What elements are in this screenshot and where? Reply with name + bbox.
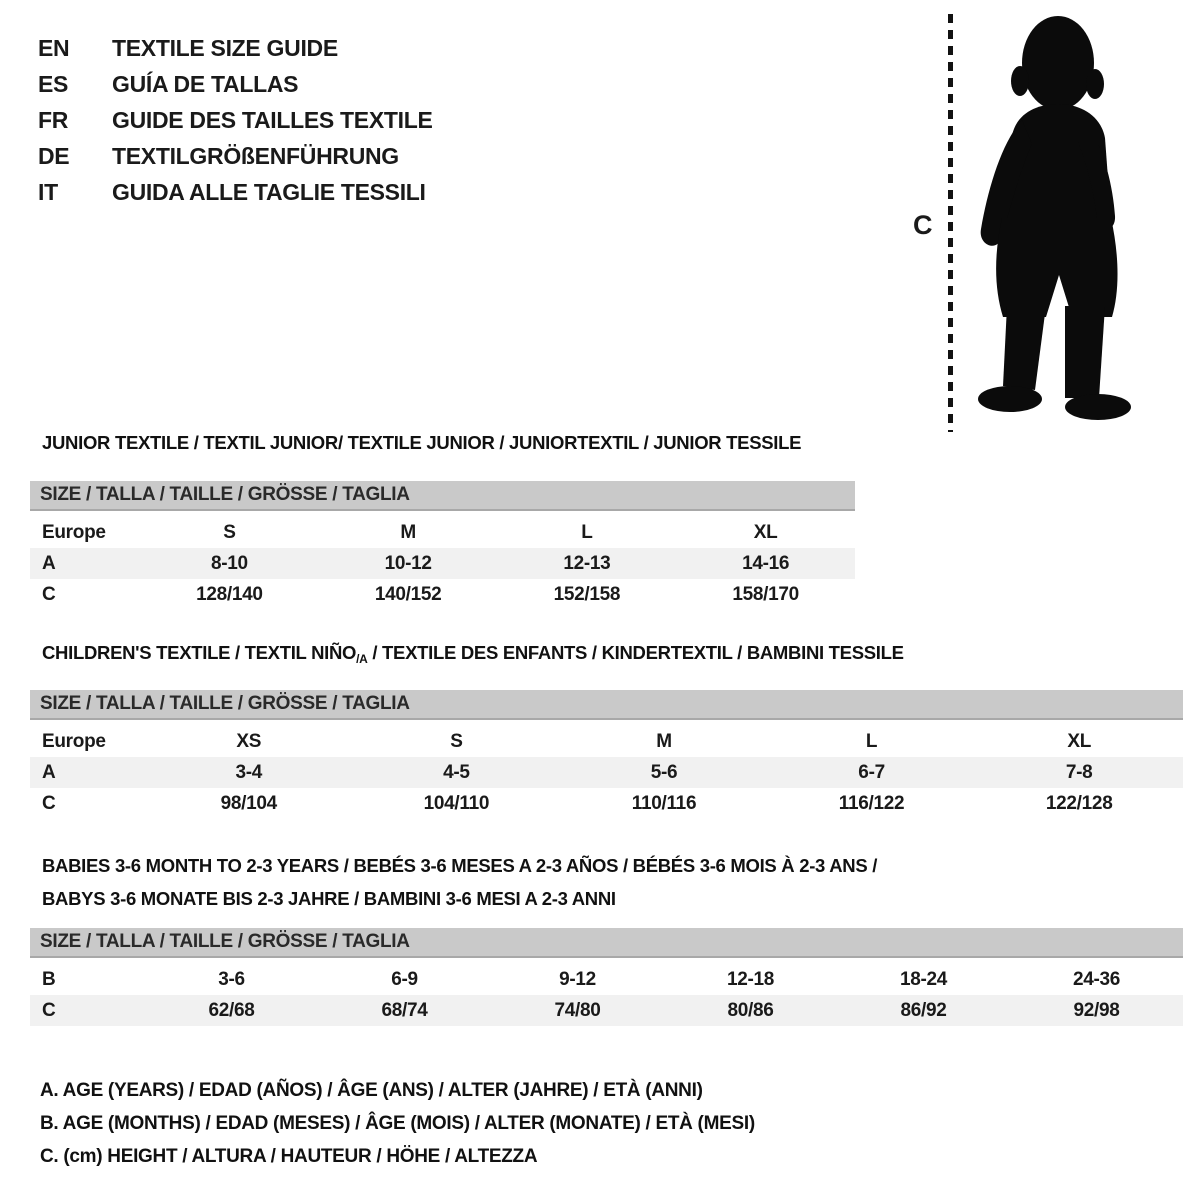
- section-title-babies-line2: BABYS 3-6 MONATE BIS 2-3 JAHRE / BAMBINI 3-6 MESI A 2-3 ANNI: [42, 888, 616, 909]
- table-cell: L: [865, 730, 878, 752]
- table-cell: 3-6: [218, 968, 245, 990]
- table-row: [30, 548, 855, 579]
- table-cell: 7-8: [1065, 761, 1093, 783]
- row-label: A: [42, 761, 56, 783]
- table-cell: 9-12: [559, 968, 596, 990]
- language-header: [38, 30, 433, 210]
- language-row: [38, 102, 433, 138]
- section-title-babies-line1: BABIES 3-6 MONTH TO 2-3 YEARS / BEBÉS 3-6 MESES A 2-3 AÑOS / BÉBÉS 3-6 MOIS À 2-3 ANS /: [42, 855, 878, 876]
- table-cell: 8-10: [210, 552, 248, 574]
- table-cell: 14-16: [742, 552, 790, 574]
- row-label: C: [42, 792, 56, 814]
- language-code: IT: [38, 179, 58, 205]
- table-cell: XL: [753, 521, 778, 543]
- language-title: TEXTILGRÖßENFÜHRUNG: [112, 143, 399, 169]
- table-cell: 104/110: [423, 792, 490, 814]
- toddler-silhouette-icon: [962, 14, 1146, 428]
- row-label: C: [42, 583, 56, 605]
- table-cell: 68/74: [381, 999, 428, 1021]
- size-header-bar: [30, 481, 855, 511]
- table-cell: 12-13: [563, 552, 611, 574]
- size-header-label: SIZE / TALLA / TAILLE / GRÖSSE / TAGLIA: [40, 931, 410, 952]
- table-cell: 12-18: [726, 968, 775, 990]
- table-cell: L: [581, 521, 593, 543]
- table-row: [30, 757, 1183, 788]
- size-header-label: SIZE / TALLA / TAILLE / GRÖSSE / TAGLIA: [40, 484, 410, 505]
- language-code: ES: [38, 71, 69, 97]
- table-cell: 92/98: [1073, 999, 1120, 1021]
- table-cell: S: [223, 521, 236, 543]
- table-row: [30, 788, 1183, 819]
- table-cell: 128/140: [196, 583, 263, 605]
- row-label: Europe: [42, 730, 106, 752]
- table-cell: S: [450, 730, 463, 752]
- table-row: [30, 726, 1183, 757]
- language-row: [38, 138, 433, 174]
- size-header-bar: [30, 928, 1183, 958]
- row-label: C: [42, 999, 56, 1021]
- table-cell: 6-9: [391, 968, 418, 990]
- table-cell: 5-6: [650, 761, 678, 783]
- language-code: DE: [38, 143, 70, 169]
- children-size-table: [30, 690, 1183, 819]
- legend-line-c: C. (cm) HEIGHT / ALTURA / HAUTEUR / HÖHE / ALTEZZA: [40, 1146, 538, 1167]
- table-cell: 110/116: [631, 792, 697, 814]
- row-label: B: [42, 968, 56, 990]
- table-cell: XS: [236, 730, 262, 752]
- measurement-legend: [40, 1074, 755, 1173]
- language-code: FR: [38, 107, 69, 133]
- table-cell: 4-5: [443, 761, 470, 783]
- section-title-babies: [42, 849, 877, 915]
- section-title-children-sub: /A: [356, 652, 368, 666]
- table-cell: M: [656, 730, 672, 752]
- language-title: GUIDE DES TAILLES TEXTILE: [112, 107, 433, 133]
- table-cell: 3-4: [235, 761, 263, 783]
- table-cell: 24-36: [1072, 968, 1121, 990]
- table-cell: 80/86: [727, 999, 774, 1021]
- table-cell: 140/152: [374, 583, 442, 605]
- table-cell: 74/80: [554, 999, 601, 1021]
- junior-size-table: [30, 481, 855, 610]
- table-row: [30, 579, 855, 610]
- language-row: [38, 30, 433, 66]
- size-header-label: SIZE / TALLA / TAILLE / GRÖSSE / TAGLIA: [40, 693, 410, 714]
- language-row: [38, 66, 433, 102]
- table-cell: 6-7: [858, 761, 885, 783]
- table-cell: 18-24: [899, 968, 948, 990]
- table-row: [30, 964, 1183, 995]
- height-measure-label: C: [913, 210, 933, 240]
- size-header-bar: [30, 690, 1183, 720]
- table-row: [30, 517, 855, 548]
- section-title-children-suffix: / TEXTILE DES ENFANTS / KINDERTEXTIL / BAMBINI TESSILE: [367, 642, 904, 663]
- table-cell: 62/68: [208, 999, 255, 1021]
- language-title: GUIDA ALLE TAGLIE TESSILI: [112, 179, 426, 205]
- row-label: Europe: [42, 521, 106, 543]
- table-row: [30, 995, 1183, 1026]
- babies-size-table: [30, 928, 1183, 1026]
- language-row: [38, 174, 433, 210]
- legend-line-a: A. AGE (YEARS) / EDAD (AÑOS) / ÂGE (ANS) / ALTER (JAHRE) / ETÀ (ANNI): [40, 1080, 703, 1101]
- section-title-junior: JUNIOR TEXTILE / TEXTIL JUNIOR/ TEXTILE JUNIOR / JUNIORTEXTIL / JUNIOR TESSILE: [42, 432, 802, 453]
- language-title: TEXTILE SIZE GUIDE: [112, 35, 338, 61]
- table-cell: 10-12: [384, 552, 432, 574]
- table-cell: 158/170: [732, 583, 799, 605]
- section-title-children-prefix: CHILDREN'S TEXTILE / TEXTIL NIÑO: [42, 642, 357, 663]
- row-label: A: [42, 552, 56, 574]
- language-title: GUÍA DE TALLAS: [112, 71, 299, 97]
- table-cell: XL: [1067, 730, 1092, 752]
- table-cell: 152/158: [553, 583, 621, 605]
- section-title-children: [42, 641, 904, 671]
- legend-line-b: B. AGE (MONTHS) / EDAD (MESES) / ÂGE (MOIS) / ALTER (MONATE) / ETÀ (MESI): [40, 1113, 755, 1134]
- table-cell: 116/122: [838, 792, 905, 814]
- language-code: EN: [38, 35, 70, 61]
- table-cell: M: [400, 521, 416, 543]
- table-cell: 86/92: [900, 999, 947, 1021]
- table-cell: 122/128: [1045, 792, 1113, 814]
- table-cell: 98/104: [220, 792, 277, 814]
- height-dashed-line: [948, 14, 953, 432]
